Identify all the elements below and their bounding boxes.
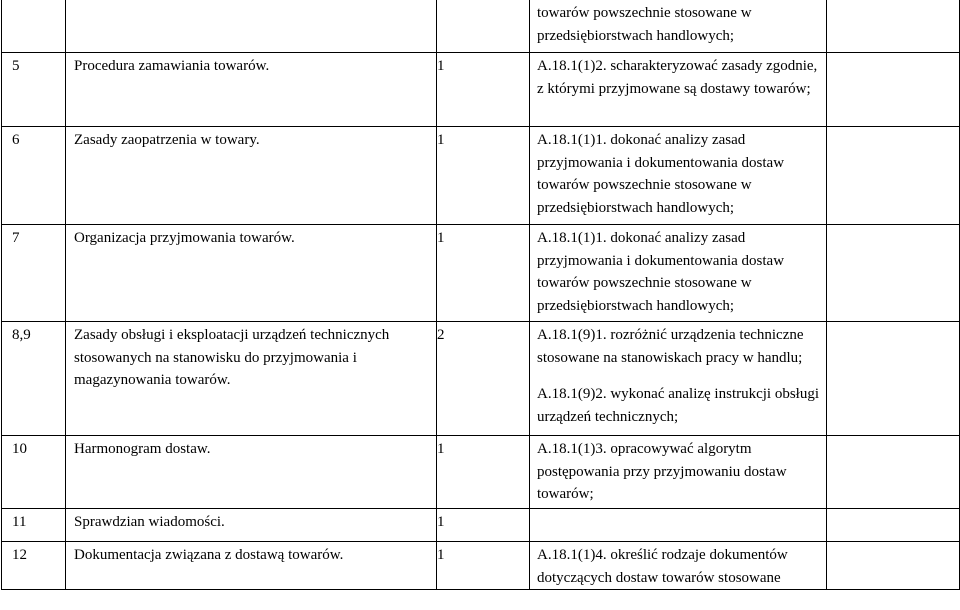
notes-cell xyxy=(827,542,960,590)
lesson-objectives xyxy=(530,127,827,225)
objective-text: A.18.1(1)3. opracowywać algorytm postępowania przy przyjmowaniu dostaw towarów; xyxy=(537,441,787,502)
table-row xyxy=(2,53,960,127)
notes-cell xyxy=(827,127,960,225)
lesson-hours xyxy=(437,0,530,53)
lesson-topic xyxy=(66,0,437,53)
table-row xyxy=(2,436,960,509)
lesson-hours: 1 xyxy=(437,436,530,509)
objective-spacer xyxy=(537,369,822,383)
lesson-objectives xyxy=(530,509,827,542)
lesson-objectives xyxy=(530,322,827,436)
objective-text: A.18.1(1)1. dokonać analizy zasad przyjmowania i dokumentowania dostaw towarów powszechnie stosowane w przedsiębiorstwach handlowych; xyxy=(537,132,785,216)
lesson-number: 10 xyxy=(2,436,66,509)
lesson-number: 5 xyxy=(2,53,66,127)
lesson-hours: 1 xyxy=(437,542,530,590)
table-row xyxy=(2,542,960,590)
lesson-hours: 1 xyxy=(437,509,530,542)
lesson-hours: 1 xyxy=(437,127,530,225)
notes-cell xyxy=(827,509,960,542)
table-row xyxy=(2,127,960,225)
objective-text: towarów powszechnie stosowane w przedsiębiorstwach handlowych; xyxy=(537,5,752,44)
lesson-objectives xyxy=(530,53,827,127)
objective-text: A.18.1(9)2. wykonać analizę instrukcji obsługi urządzeń technicznych; xyxy=(537,386,820,425)
lesson-topic: Sprawdzian wiadomości. xyxy=(66,509,437,542)
table-row xyxy=(2,225,960,322)
curriculum-table xyxy=(1,0,960,590)
table-row xyxy=(2,322,960,436)
lesson-number: 6 xyxy=(2,127,66,225)
notes-cell xyxy=(827,0,960,53)
lesson-objectives xyxy=(530,542,827,590)
lesson-hours: 1 xyxy=(437,53,530,127)
lesson-number: 8,9 xyxy=(2,322,66,436)
lesson-objectives xyxy=(530,225,827,322)
notes-cell xyxy=(827,436,960,509)
lesson-objectives xyxy=(530,0,827,53)
notes-cell xyxy=(827,322,960,436)
lesson-number: 12 xyxy=(2,542,66,590)
table-row xyxy=(2,509,960,542)
notes-cell xyxy=(827,53,960,127)
lesson-number: 11 xyxy=(2,509,66,542)
objective-text: A.18.1(9)1. rozróżnić urządzenia techniczne stosowane na stanowiskach pracy w handlu; xyxy=(537,327,804,366)
lesson-number: 7 xyxy=(2,225,66,322)
lesson-number xyxy=(2,0,66,53)
notes-cell xyxy=(827,225,960,322)
lesson-topic: Zasady obsługi i eksploatacji urządzeń technicznych stosowanych na stanowisku do przyjmowania i magazynowania towarów. xyxy=(66,322,437,436)
lesson-topic: Organizacja przyjmowania towarów. xyxy=(66,225,437,322)
lesson-topic: Harmonogram dostaw. xyxy=(66,436,437,509)
objective-text: A.18.1(1)4. określić rodzaje dokumentów dotyczących dostaw towarów stosowane xyxy=(537,547,788,586)
objective-text: A.18.1(1)2. scharakteryzować zasady zgodnie, z którymi przyjmowane są dostawy towarów; xyxy=(537,58,818,97)
objective-text: A.18.1(1)1. dokonać analizy zasad przyjmowania i dokumentowania dostaw towarów powszechnie stosowane w przedsiębiorstwach handlowych; xyxy=(537,230,785,314)
lesson-topic: Procedura zamawiania towarów. xyxy=(66,53,437,127)
lesson-topic: Zasady zaopatrzenia w towary. xyxy=(66,127,437,225)
table-row xyxy=(2,0,960,53)
lesson-hours: 1 xyxy=(437,225,530,322)
lesson-topic: Dokumentacja związana z dostawą towarów. xyxy=(66,542,437,590)
lesson-objectives xyxy=(530,436,827,509)
lesson-hours: 2 xyxy=(437,322,530,436)
